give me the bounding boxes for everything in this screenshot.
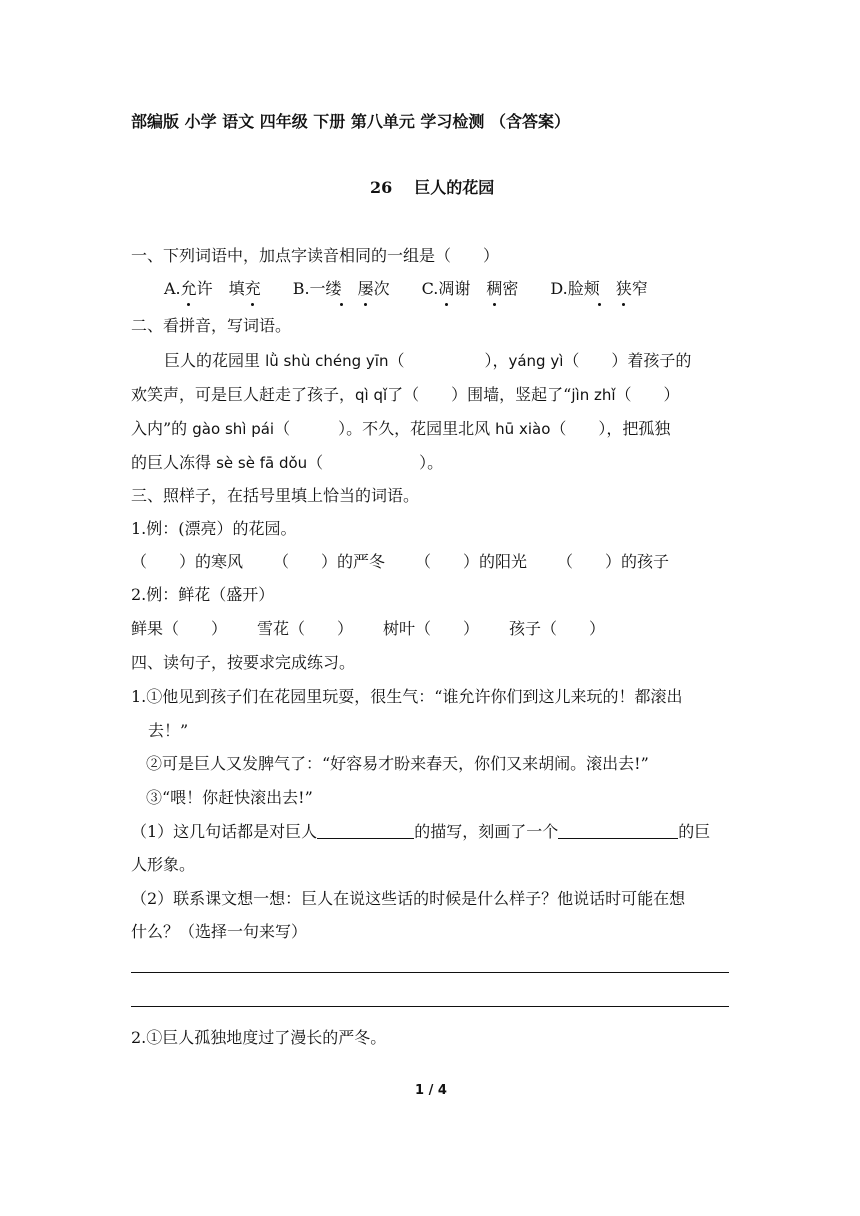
q2-heading: 二、看拼音，写词语。: [131, 316, 292, 335]
lesson-title: 巨人的花园: [414, 178, 495, 197]
q1-options: [164, 278, 648, 300]
q4-sentence-3: ③“喂！你赶快滚出去!”: [146, 788, 313, 807]
q2-line-2: 欢笑声，可是巨人赶走了孩子，qì qǐ了（ ）围墙，竖起了“jìn zhǐ（ ）: [131, 385, 680, 404]
q1-option-b: B.一缕 屡次: [292, 279, 390, 298]
pinyin-se-se-fa-dou: sè sè fā dǒu: [216, 454, 308, 472]
answer-line-2[interactable]: [131, 1006, 729, 1007]
answer-line-1[interactable]: [131, 972, 729, 973]
pinyin-gao-shi-pai: gào shì pái: [192, 420, 275, 438]
answer-blank-2[interactable]: [558, 822, 678, 839]
document-title: 部编版 小学 语文 四年级 下册 第八单元 学习检测 （含答案）: [131, 112, 570, 131]
pinyin-hu-xiao: hū xiào: [495, 420, 551, 438]
q1-option-c: C.凋谢 稠密: [421, 279, 519, 298]
q3-row-1: （ ）的寒风 （ ）的严冬 （ ）的阳光 （ ）的孩子: [131, 552, 670, 571]
q2-line-4: 的巨人冻得 sè sè fā dǒu（ ）。: [131, 453, 444, 472]
q2-line-1: 巨人的花园里 lǜ shù chéng yīn（ ），yáng yì（ ）着孩子的: [164, 351, 692, 370]
q3-heading: 三、照样子，在括号里填上恰当的词语。: [131, 486, 420, 505]
q4-subquestion-1-cont: 人形象。: [131, 855, 196, 874]
q4-sentence-2: ②可是巨人又发脾气了：“好容易才盼来春天，你们又来胡闹。滚出去!”: [146, 754, 649, 773]
q4-sentence-4: 2.①巨人孤独地度过了漫长的严冬。: [131, 1028, 387, 1047]
q1-prompt: 一、下列词语中，加点字读音相同的一组是（ ）: [131, 246, 500, 265]
q1-option-d: D.脸颊 狭窄: [550, 279, 648, 298]
q4-sentence-1: 1.①他见到孩子们在花园里玩耍，很生气：“谁允许你们到这儿来玩的！都滚出: [131, 687, 683, 706]
q4-sentence-1-cont: 去！”: [148, 721, 189, 740]
page-number: 1 / 4: [415, 1083, 447, 1098]
q4-subquestion-2: （2）联系课文想一想：巨人在说这些话的时候是什么样子？他说话时可能在想: [131, 889, 686, 908]
lesson-number: 26: [370, 178, 393, 197]
q3-row-2: 鲜果（ ） 雪花（ ） 树叶（ ） 孩子（ ）: [131, 619, 606, 638]
q3-example-2: 2.例：鲜花（盛开）: [131, 585, 275, 604]
q4-heading: 四、读句子，按要求完成练习。: [131, 653, 356, 672]
q1-option-a: A.允许 填充: [164, 279, 261, 298]
q2-line-3: 入内”的 gào shì pái（ ）。不久，花园里北风 hū xiào（ ），把孤独: [131, 419, 671, 438]
pinyin-yang-yi: yáng yì: [508, 352, 564, 370]
lesson-heading: [370, 177, 494, 199]
pinyin-jin-zhi: jìn zhǐ: [571, 386, 616, 404]
pinyin-lv-shu-cheng-yin: lǜ shù chéng yīn: [265, 352, 389, 370]
answer-blank-1[interactable]: [317, 822, 414, 839]
pinyin-qi-qi: qì qǐ: [355, 386, 388, 404]
q3-example-1: 1.例：(漂亮）的花园。: [131, 519, 297, 538]
q4-subquestion-1: （1）这几句话都是对巨人 的描写，刻画了一个 的巨: [131, 822, 711, 841]
q4-subquestion-2-cont: 什么？（选择一句来写）: [131, 922, 308, 941]
